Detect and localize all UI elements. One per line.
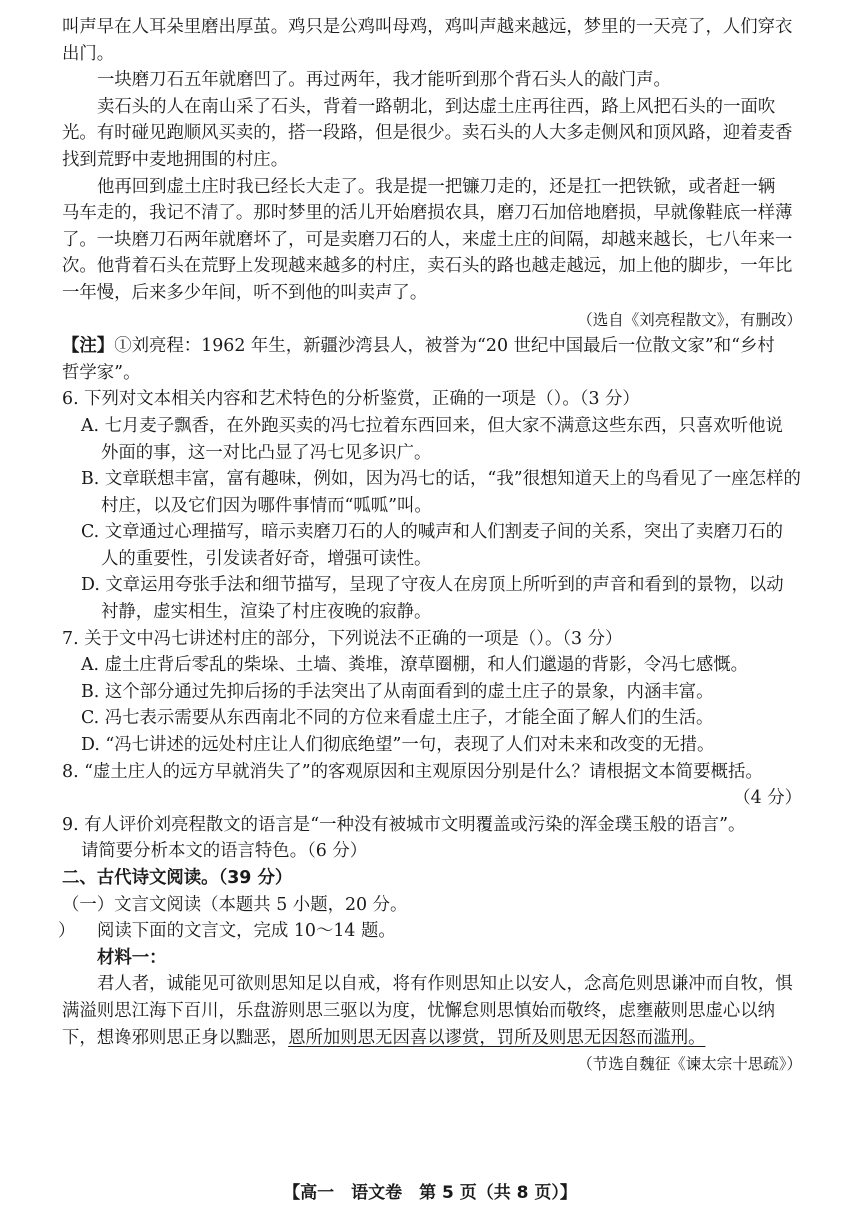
question-9 <box>62 812 802 865</box>
page-footer: 【高一 语文卷 第 5 页（共 8 页）】 <box>283 1183 577 1203</box>
option-a: A. 七月麦子飘香，在外跑买卖的冯七拉着东西回来，但大家不满意这些东西，只喜欢听他说 <box>81 415 783 436</box>
classical-text-line <box>62 1025 802 1052</box>
author-note <box>62 333 802 360</box>
exam-page <box>58 14 802 1078</box>
author-note-cont: 哲学家”。 <box>62 362 141 383</box>
subsection-heading: （一）文言文阅读（本题共 5 小题，20 分。 <box>62 894 408 915</box>
question-stem-cont: 请简要分析本文的语言特色。（6 分） <box>81 841 368 862</box>
instruction-text: 阅读下面的文言文，完成 10～14 题。 <box>97 921 396 942</box>
question-8 <box>62 759 802 812</box>
passage-line: 次。他背着石头在荒野上发现越来越多的村庄，卖石头的路也越走越远，加上他的脚步，一年比 <box>62 256 793 277</box>
option-a-cont: 外面的事，这一对比凸显了冯七见多识广。 <box>101 442 432 463</box>
option-c: C. 文章通过心理描写，暗示卖磨刀石的人的喊声和人们割麦子间的关系，突出了卖磨刀石的 <box>81 522 783 543</box>
note-text: ①刘亮程：1962 年生，新疆沙湾县人，被誉为“20 世纪中国最后一位散文家”和“乡村 <box>114 336 775 357</box>
reading-passage <box>62 14 802 386</box>
passage-line: 一年慢，后来多少年间，听不到他的叫卖声了。 <box>62 282 428 303</box>
passage-line: 一块磨刀石五年就磨凹了。再过两年，我才能听到那个背石头人的敲门声。 <box>97 70 671 91</box>
passage-line: 叫声早在人耳朵里磨出厚茧。鸡只是公鸡叫母鸡，鸡叫声越来越远，梦里的一天亮了，人们穿衣 <box>62 17 793 37</box>
passage-line: 光。有时碰见跑顺风买卖的，搭一段路，但是很少。卖石头的人大多走侧风和顶风路，迎着麦香 <box>62 123 793 144</box>
question-stem: 9. 有人评价刘亮程散文的语言是“一种没有被城市文明覆盖或污染的浑金璞玉般的语言”。 <box>62 814 746 835</box>
option-c-cont: 人的重要性，引发读者好奇，增强可读性。 <box>101 548 432 569</box>
passage-line: 卖石头的人在南山采了石头，背着一路朝北，到达虚土庄再往西，路上风把石头的一面吹 <box>97 96 776 117</box>
option-d: D. 文章运用夸张手法和细节描写，呈现了守夜人在房顶上所听到的声音和看到的景物，以动 <box>81 575 784 596</box>
option-b-cont: 村庄，以及它们因为哪件事情而“呱呱”叫。 <box>101 495 432 516</box>
question-points: （4 分） <box>733 788 802 809</box>
stray-marker: ） <box>58 921 76 942</box>
classical-source: （节选自魏征《谏太宗十思疏》） <box>577 1055 802 1074</box>
question-6 <box>62 386 802 625</box>
section-classical <box>58 865 802 1078</box>
option-a: A. 虚土庄背后零乱的柴垛、土墙、粪堆，潦草圈棚，和人们邋遢的背影，令冯七感慨。 <box>81 655 749 676</box>
question-stem: 8. “虚土庄人的远方早就消失了”的客观原因和主观原因分别是什么？请根据文本简要概括。 <box>62 761 763 782</box>
passage-line: 了。一块磨刀石两年就磨坏了，可是卖磨刀石的人，来虚土庄的间隔，却越来越长，七八年来一 <box>62 229 793 250</box>
classical-text-segment: 下，想谗邪则思正身以黜恶， <box>62 1027 289 1048</box>
question-stem: 6. 下列对文本相关内容和艺术特色的分析鉴赏，正确的一项是（）。（3 分） <box>62 389 640 410</box>
passage-source: （选自《刘亮程散文》，有删改） <box>577 310 802 329</box>
passage-line: 找到荒野中麦地拥围的村庄。 <box>62 149 289 170</box>
section-heading: 二、古代诗文阅读。（39 分） <box>62 868 293 888</box>
option-d: D. “冯七讲述的远处村庄让人们彻底绝望”一句，表现了人们对未来和改变的无措。 <box>81 735 715 756</box>
option-c: C. 冯七表示需要从东西南北不同的方位来看虚土庄子，才能全面了解人们的生活。 <box>81 708 714 729</box>
material-label: 材料一： <box>97 947 167 968</box>
passage-line: 出门。 <box>62 43 115 64</box>
question-7 <box>62 626 802 759</box>
reading-instruction <box>58 918 802 945</box>
classical-text-line: 满溢则思江海下百川，乐盘游则思三驱以为度，忧懈怠则思慎始而敬终，虑壅蔽则思虚心以纳 <box>62 1000 776 1021</box>
option-b: B. 文章联想丰富，富有趣味，例如，因为冯七的话，“我”很想知道天上的鸟看见了一座怎样的 <box>81 469 801 490</box>
option-d-cont: 衬静，虚实相生，渲染了村庄夜晚的寂静。 <box>101 602 432 623</box>
question-stem: 7. 关于文中冯七讲述村庄的部分，下列说法不正确的一项是（）。（3 分） <box>62 628 623 649</box>
classical-text-line: 君人者，诚能见可欲则思知足以自戒，将有作则思知止以安人，念高危则思谦冲而自牧，惧 <box>97 974 793 995</box>
passage-line: 他再回到虚土庄时我已经长大走了。我是提一把镰刀走的，还是扛一把铁锨，或者赶一辆 <box>97 176 776 197</box>
note-tag: 【注】 <box>62 336 115 357</box>
underlined-sentence: 恩所加则思无因喜以谬赏，罚所及则思无因怒而滥刑。 <box>288 1027 706 1048</box>
passage-line: 马车走的，我记不清了。那时梦里的活儿开始磨损农具，磨刀石加倍地磨损，早就像鞋底一样薄 <box>62 203 793 224</box>
option-b: B. 这个部分通过先抑后扬的手法突出了从南面看到的虚土庄子的景象，内涵丰富。 <box>81 681 714 702</box>
